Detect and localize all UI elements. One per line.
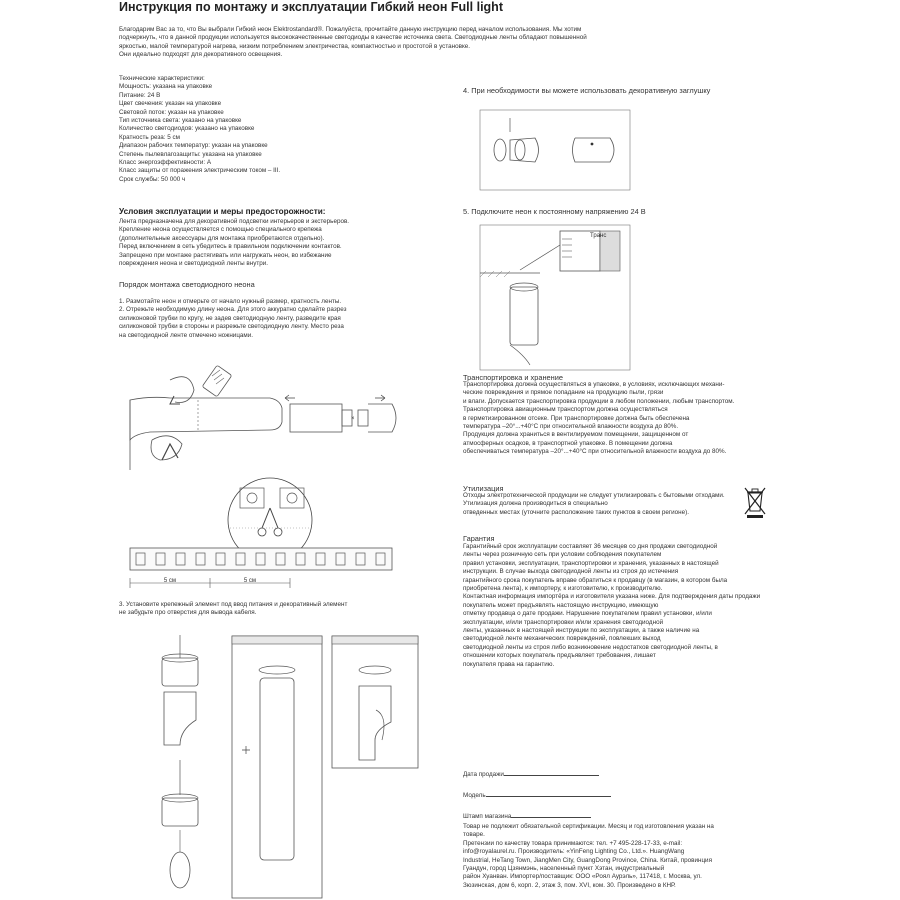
warranty-line: Контактная информация импортёра и изготовителя указана ниже. Для подтверждения даты продажи bbox=[463, 593, 761, 601]
step4-heading: 4. При необходимости вы можете использовать декоративную заглушку bbox=[463, 86, 711, 95]
model-label: Модель bbox=[463, 792, 486, 799]
dim-label-1: 5 см bbox=[163, 578, 177, 584]
transport-block bbox=[463, 381, 773, 457]
stamp-field bbox=[463, 813, 591, 821]
intro-paragraph bbox=[119, 26, 779, 60]
spec-line: Количество светодиодов: указано на упаковке bbox=[119, 125, 255, 133]
footer-line: товаре. bbox=[463, 831, 485, 839]
mounting-fixtures-illustration bbox=[150, 630, 420, 900]
warranty-line: правил установки, эксплуатации, транспортировки и хранения, указанных в настоящей bbox=[463, 559, 719, 567]
transport-line: и влаги. Допускается транспортировка продукции в любом положении, любым транспортом. bbox=[463, 397, 735, 405]
transport-line: Транспортировка авиационным транспортом должна осуществляться bbox=[463, 406, 668, 414]
intro-line: Благодарим Вас за то, что Вы выбрали Гибкий неон Elektrostandard®. Пожалуйста, прочитайте данную инструкцию перед началом использования. Мы хотим bbox=[119, 26, 582, 33]
warranty-line: Гарантийный срок эксплуатации составляет 36 месяцев со дня продажи светодиодной bbox=[463, 543, 718, 550]
model-line bbox=[486, 796, 611, 797]
warranty-line: светодиодной ленты из строя либо возникновение недостатков светодиодной ленты, в bbox=[463, 643, 718, 651]
conditions-line: (дополнительные аксессуары для монтажа приобретаются отдельно). bbox=[119, 234, 325, 242]
footer-line: Гуандун, город Цзянмэнь, населенный пункт Хэтан, индустриальный bbox=[463, 865, 665, 873]
disposal-block bbox=[463, 492, 725, 517]
step1-line: 2. Отрежьте необходимую длину неона. Для этого аккуратно сделайте разрез bbox=[119, 306, 347, 314]
specs-heading: Технические характеристики: bbox=[119, 75, 205, 82]
mounting-heading: Порядок монтажа светодиодного неона bbox=[119, 280, 255, 289]
transformer-label: Транс bbox=[590, 233, 607, 239]
transport-line: обеспечиваться температура –20°...+40°С при относительной влажности воздуха до 80%. bbox=[463, 448, 727, 456]
disposal-heading: Утилизация bbox=[463, 484, 504, 493]
warranty-line: ленты, указанных в настоящей инструкции по эксплуатации, а также наличие на bbox=[463, 627, 700, 635]
conditions-line: Перед включением в сеть убедитесь в правильном подключении контактов. bbox=[119, 243, 342, 251]
footer-line: район Хуанван. Импортер/поставщик: ООО «Роял Аурэль», 117418, г. Москва, ул. bbox=[463, 873, 702, 881]
spec-line: Степень пылевлагозащиты: указана на упаковке bbox=[119, 150, 262, 158]
sale-date-field bbox=[463, 771, 599, 779]
step1-line: 1. Размотайте неон и отмерьте от начало нужный размер, кратность ленты. bbox=[119, 298, 342, 305]
warranty-line: покупатель может предъявлять настоящую инструкцию, имеющую bbox=[463, 601, 659, 609]
warranty-line: ленты через розничную сеть при условии соблюдения покупателем bbox=[463, 551, 662, 559]
step1-line: на светодиодной ленте отмечено ножницами. bbox=[119, 331, 254, 339]
warranty-line: светодиодной ленте механических повреждений, повлекших выход bbox=[463, 635, 661, 643]
spec-line: Цвет свечения: указан на упаковке bbox=[119, 100, 222, 108]
led-strip-illustration bbox=[130, 478, 400, 598]
transport-heading: Транспортировка и хранение bbox=[463, 373, 563, 382]
warranty-block bbox=[463, 543, 773, 669]
footer-line: Товар не подлежит обязательной сертификации. Месяц и год изготовления указан на bbox=[463, 823, 714, 830]
step1-line: силиконовой трубки в стороны и разрежьте светодиодную ленту. Место реза bbox=[119, 323, 344, 331]
warranty-heading: Гарантия bbox=[463, 534, 495, 543]
spec-line: Кратность реза: 5 см bbox=[119, 133, 180, 141]
sale-date-label: Дата продажи bbox=[463, 771, 504, 778]
transport-line: в герметизированном отсеке. При транспортировке должна быть обеспечена bbox=[463, 414, 690, 422]
conditions-line: Крепление неона осуществляется с помощью специального крепежа bbox=[119, 226, 322, 234]
footer-block bbox=[463, 823, 773, 890]
conditions-heading: Условия эксплуатации и меры предосторожности: bbox=[119, 207, 326, 216]
footer-line: Зюзинская, дом 6, корп. 2, этаж 3, пом. XVI, ком. 30. Произведено в КНР. bbox=[463, 881, 676, 889]
step3-line: не забудьте про отверстия для вывода кабеля. bbox=[119, 609, 257, 617]
warranty-line: приобретена лента), к импортеру, к изготовителю, к производителю. bbox=[463, 585, 663, 593]
sale-date-line bbox=[504, 775, 599, 776]
footer-line: Претензии по качеству товара принимаются: тел. +7 495-228-17-33, e-mail: bbox=[463, 839, 683, 847]
page-title: Инструкция по монтажу и эксплуатации Гибкий неон Full light bbox=[119, 0, 503, 14]
specs-block bbox=[119, 75, 280, 184]
disposal-line: отведенных местах (уточните расположение таких пунктов в своем регионе). bbox=[463, 508, 689, 516]
conditions-line: Лента предназначена для декоративной подсветки интерьеров и экстерьеров. bbox=[119, 218, 350, 225]
step3-line: 3. Установите крепежный элемент под ввод питания и декоративный элемент bbox=[119, 601, 348, 608]
model-field bbox=[463, 792, 611, 800]
conditions-line: Запрещено при монтаже растягивать или нагружать неон, во избежание bbox=[119, 251, 332, 259]
spec-line: Класс энергоэффективности: А bbox=[119, 159, 212, 167]
step1-line: силиконовой трубки по кругу, не задев светодиодную ленту, разведите края bbox=[119, 314, 341, 322]
end-cap-illustration bbox=[480, 110, 630, 190]
disposal-line: Утилизация должна производиться в специально bbox=[463, 500, 608, 508]
warranty-line: отметку продавца о дате продажи. Нарушение покупателем правил установки, и/или bbox=[463, 610, 712, 618]
dim-label-2: 5 см bbox=[243, 578, 257, 584]
weee-crossed-bin-icon bbox=[744, 487, 766, 519]
transport-line: температура –20°...+40°С при относительной влажности воздуха до 80%. bbox=[463, 423, 679, 431]
warranty-line: эксплуатации, и/или транспортировки и/или хранения светодиодной bbox=[463, 618, 664, 626]
warranty-line: инструкции. В случае выхода светодиодной ленты из строя до истечения bbox=[463, 568, 679, 576]
warranty-line: отношении которых покупатель предъявляет требования, лишает bbox=[463, 652, 656, 660]
spec-line: Класс защиты от поражения электрическим током – III. bbox=[119, 167, 281, 175]
footer-line: Industrial, HeTang Town, JiangMen City, GuangDong Province, China. Китай, провинция bbox=[463, 856, 712, 864]
step5-heading: 5. Подключите неон к постоянному напряжению 24 В bbox=[463, 207, 646, 216]
intro-line: Они идеально подходят для декоративного освещения. bbox=[119, 51, 283, 59]
transport-line: Продукция должна храниться в вентилируемом помещении, защищенном от bbox=[463, 431, 689, 439]
conditions-line: повреждения неона и светодиодной ленты внутри. bbox=[119, 260, 269, 268]
spec-line: Диапазон рабочих температур: указан на упаковке bbox=[119, 142, 268, 150]
transport-line: Транспортировка должна осуществляться в упаковке, в условиях, исключающих механи- bbox=[463, 381, 725, 388]
connection-illustration bbox=[480, 225, 630, 370]
intro-line: яркостью, малой температурой нагрева, низким потреблением электричества, компактностью и простотой в установке. bbox=[119, 42, 471, 50]
stamp-label: Штамп магазина bbox=[463, 813, 512, 820]
footer-line: info@royalaurel.ru. Производитель: «YinFeng Lighting Co., Ltd.». HuangWang bbox=[463, 848, 685, 856]
warranty-line: гарантийного срока покупатель вправе обратиться к продавцу (в магазин, в котором была bbox=[463, 576, 728, 584]
spec-line: Мощность: указана на упаковке bbox=[119, 83, 213, 91]
transport-line: атмосферных осадков, в транспортной упаковке. В помещении должна bbox=[463, 439, 673, 447]
warranty-line: покупателя права на гарантию. bbox=[463, 660, 555, 668]
mounting-step-3 bbox=[119, 601, 347, 618]
stamp-line bbox=[511, 817, 591, 818]
spec-line: Срок службы: 50 000 ч bbox=[119, 175, 186, 183]
neon-unwind-illustration bbox=[130, 360, 400, 470]
svg-text:×: × bbox=[351, 416, 355, 422]
spec-line: Тип источника света: указано на упаковке bbox=[119, 117, 242, 125]
spec-line: Питание: 24 В bbox=[119, 91, 161, 99]
mounting-step-1 bbox=[119, 298, 347, 340]
conditions-block bbox=[119, 218, 349, 268]
disposal-line: Отходы электротехнической продукции не следует утилизировать с бытовыми отходами. bbox=[463, 492, 725, 499]
transport-line: ческие повреждения и прямое попадание на продукцию пыли, грязи bbox=[463, 389, 664, 397]
spec-line: Световой поток: указан на упаковке bbox=[119, 108, 224, 116]
intro-line: подчеркнуть, что в данной продукции используется высококачественные светодиоды в качестве источника света. Светодиодные ленты обладают повышенной bbox=[119, 34, 587, 42]
